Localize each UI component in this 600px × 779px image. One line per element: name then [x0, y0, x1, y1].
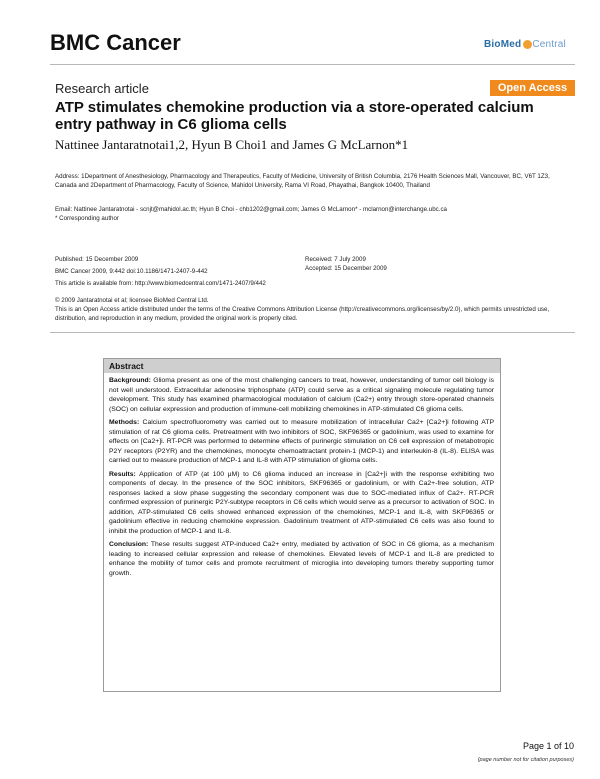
- biomed-central-logo: [484, 34, 574, 54]
- results-label: Results:: [109, 470, 136, 478]
- methods-text: Calcium spectrofluorometry was carried out to measure mobilization of intracellular Ca2+ [Ca2+]i following ATP stimulation of rat C6 glioma cells. Pretreatment with two inhibitors of SOC, SKF96365 or gadolinium, was used to examine for effects on [Ca2+]i. RT-PCR was performed to determine effects of purinergic stimulation on C6 cell expression of metabotropic P2Y receptors (P2YR) and the chemokines, monocyte chemoattractant protein-1 (MCP-1) and interleukin-8 (IL-8). ELISA was carried out to measure production of MCP-1 and IL-8 with ATP stimulation of glioma cells.: [109, 419, 494, 464]
- abstract-header: [104, 359, 500, 373]
- author-address: Address: 1Department of Anesthesiology, Pharmacology and Therapeutics, Faculty of Medicine, University of British Columbia, 2176 Health Sciences Mall, Vancouver, BC, V6T 1Z3, Canada and 2Department of Pharmacology, Faculty of Science, Mahidol University, Rama VI Road, Phayathai, Bangkok 10400, Thailand: [55, 173, 550, 189]
- conclusion-text: These results suggest ATP-induced Ca2+ entry, mediated by activation of SOC in C6 glioma, as a mechanism leading to increased cellular expression and release of chemokines. Elevated levels of MCP-1 and IL-8 are predicted to enhance the mobility of tumor cells and promote recruitment of microglia into developing tumors thereby supporting tumor growth.: [109, 541, 495, 577]
- logo-dot-icon: [523, 40, 532, 49]
- background-label: Background:: [109, 377, 151, 384]
- page-number-note: (page number not for citation purposes): [477, 757, 574, 763]
- page-number: Page 1 of 10: [522, 741, 574, 751]
- publication-info-right: [305, 255, 545, 273]
- publication-info-left: [55, 255, 295, 288]
- published-date: Published: 15 December 2009: [55, 256, 139, 263]
- conclusion-label: Conclusion:: [109, 541, 149, 548]
- results-text: Application of ATP (at 100 μM) to C6 glioma induced an increase in [Ca2+]i with the response exhibiting two components of decay. In the presence of the SOC inhibitors, SKF96365 or gadolinium, or with Ca2+-free solution, ATP responses lacked a slow phase suggesting the secondary component was due to SOC-mediated influx of Ca2+. RT-PCR confirmed expression of purinergic P2Y-subtype receptors in C6 cells which would serve as a precursor to activation of SOC. In addition, ATP-stimulated C6 cells showed enhanced expression of the chemokines, MCP-1 and IL-8, with SKF96365 or gadolinium effective in reducing chemokine expression. Gadolinium treatment of ATP-stimulated C6 cells was also found to inhibit the production of MCP-1 and IL-8.: [109, 470, 494, 535]
- logo-biomed: BioMed: [484, 39, 522, 50]
- email-line[interactable]: Email: Nattinee Jantaratnotai - scnjt@mahidol.ac.th; Hyun B Choi - chb1202@gmail.com; James G McLarnon* - mclarnon@interchange.ubc.ca: [55, 206, 447, 213]
- abstract-box: [103, 358, 501, 692]
- accepted-date: Accepted: 15 December 2009: [305, 265, 387, 272]
- header-rule: [50, 64, 575, 65]
- background-text: Glioma present as one of the most challenging cancers to treat, however, understanding of tumor cell biology is not well understood. Extracellular adenosine triphosphate (ATP) could serve as a critical signaling molecule regulating tumor development. This study has examined pharmacological modulation of calcium (Ca2+) entry through store-operated channels (SOC) on cellular expression and production of immune-cell mobilizing chemokines in ATP-stimulated C6 glioma cells.: [109, 377, 494, 413]
- article-url[interactable]: This article is available from: http://www.biomedcentral.com/1471-2407/9/442: [55, 280, 266, 287]
- abstract-conclusion: [109, 540, 494, 578]
- abstract-results: [109, 470, 494, 537]
- abstract-body: [109, 376, 494, 582]
- corresponding-author-note: * Corresponding author: [55, 215, 119, 222]
- received-date: Received: 7 July 2009: [305, 256, 366, 263]
- article-title: ATP stimulates chemokine production via a store-operated calcium entry pathway in C6 glioma cells: [55, 99, 534, 133]
- open-access-badge: Open Access: [490, 80, 575, 96]
- journal-title: BMC Cancer: [50, 30, 181, 55]
- copyright: © 2009 Jantaratnotai et al; licensee BioMed Central Ltd.: [55, 297, 209, 304]
- section-rule: [50, 332, 575, 333]
- publisher-logo-text: [484, 39, 566, 50]
- abstract-background: [109, 376, 494, 414]
- logo-central: Central: [532, 39, 566, 50]
- citation: BMC Cancer 2009, 9:442 doi:10.1186/1471-2407-9-442: [55, 268, 208, 275]
- methods-label: Methods:: [109, 419, 140, 426]
- article-type: Research article: [55, 81, 149, 96]
- license-text[interactable]: This is an Open Access article distributed under the terms of the Creative Commons Attribution License (http://creativecommons.org/licenses/by/2.0), which permits unrestricted use, distribution, and reproduction in any medium, provided the original work is properly cited.: [55, 306, 550, 322]
- author-list: Nattinee Jantaratnotai1,2, Hyun B Choi1 and James G McLarnon*1: [55, 137, 409, 152]
- abstract-methods: [109, 418, 494, 466]
- author-emails: [55, 205, 575, 223]
- license-block: [55, 296, 570, 323]
- abstract-heading: Abstract: [109, 361, 144, 371]
